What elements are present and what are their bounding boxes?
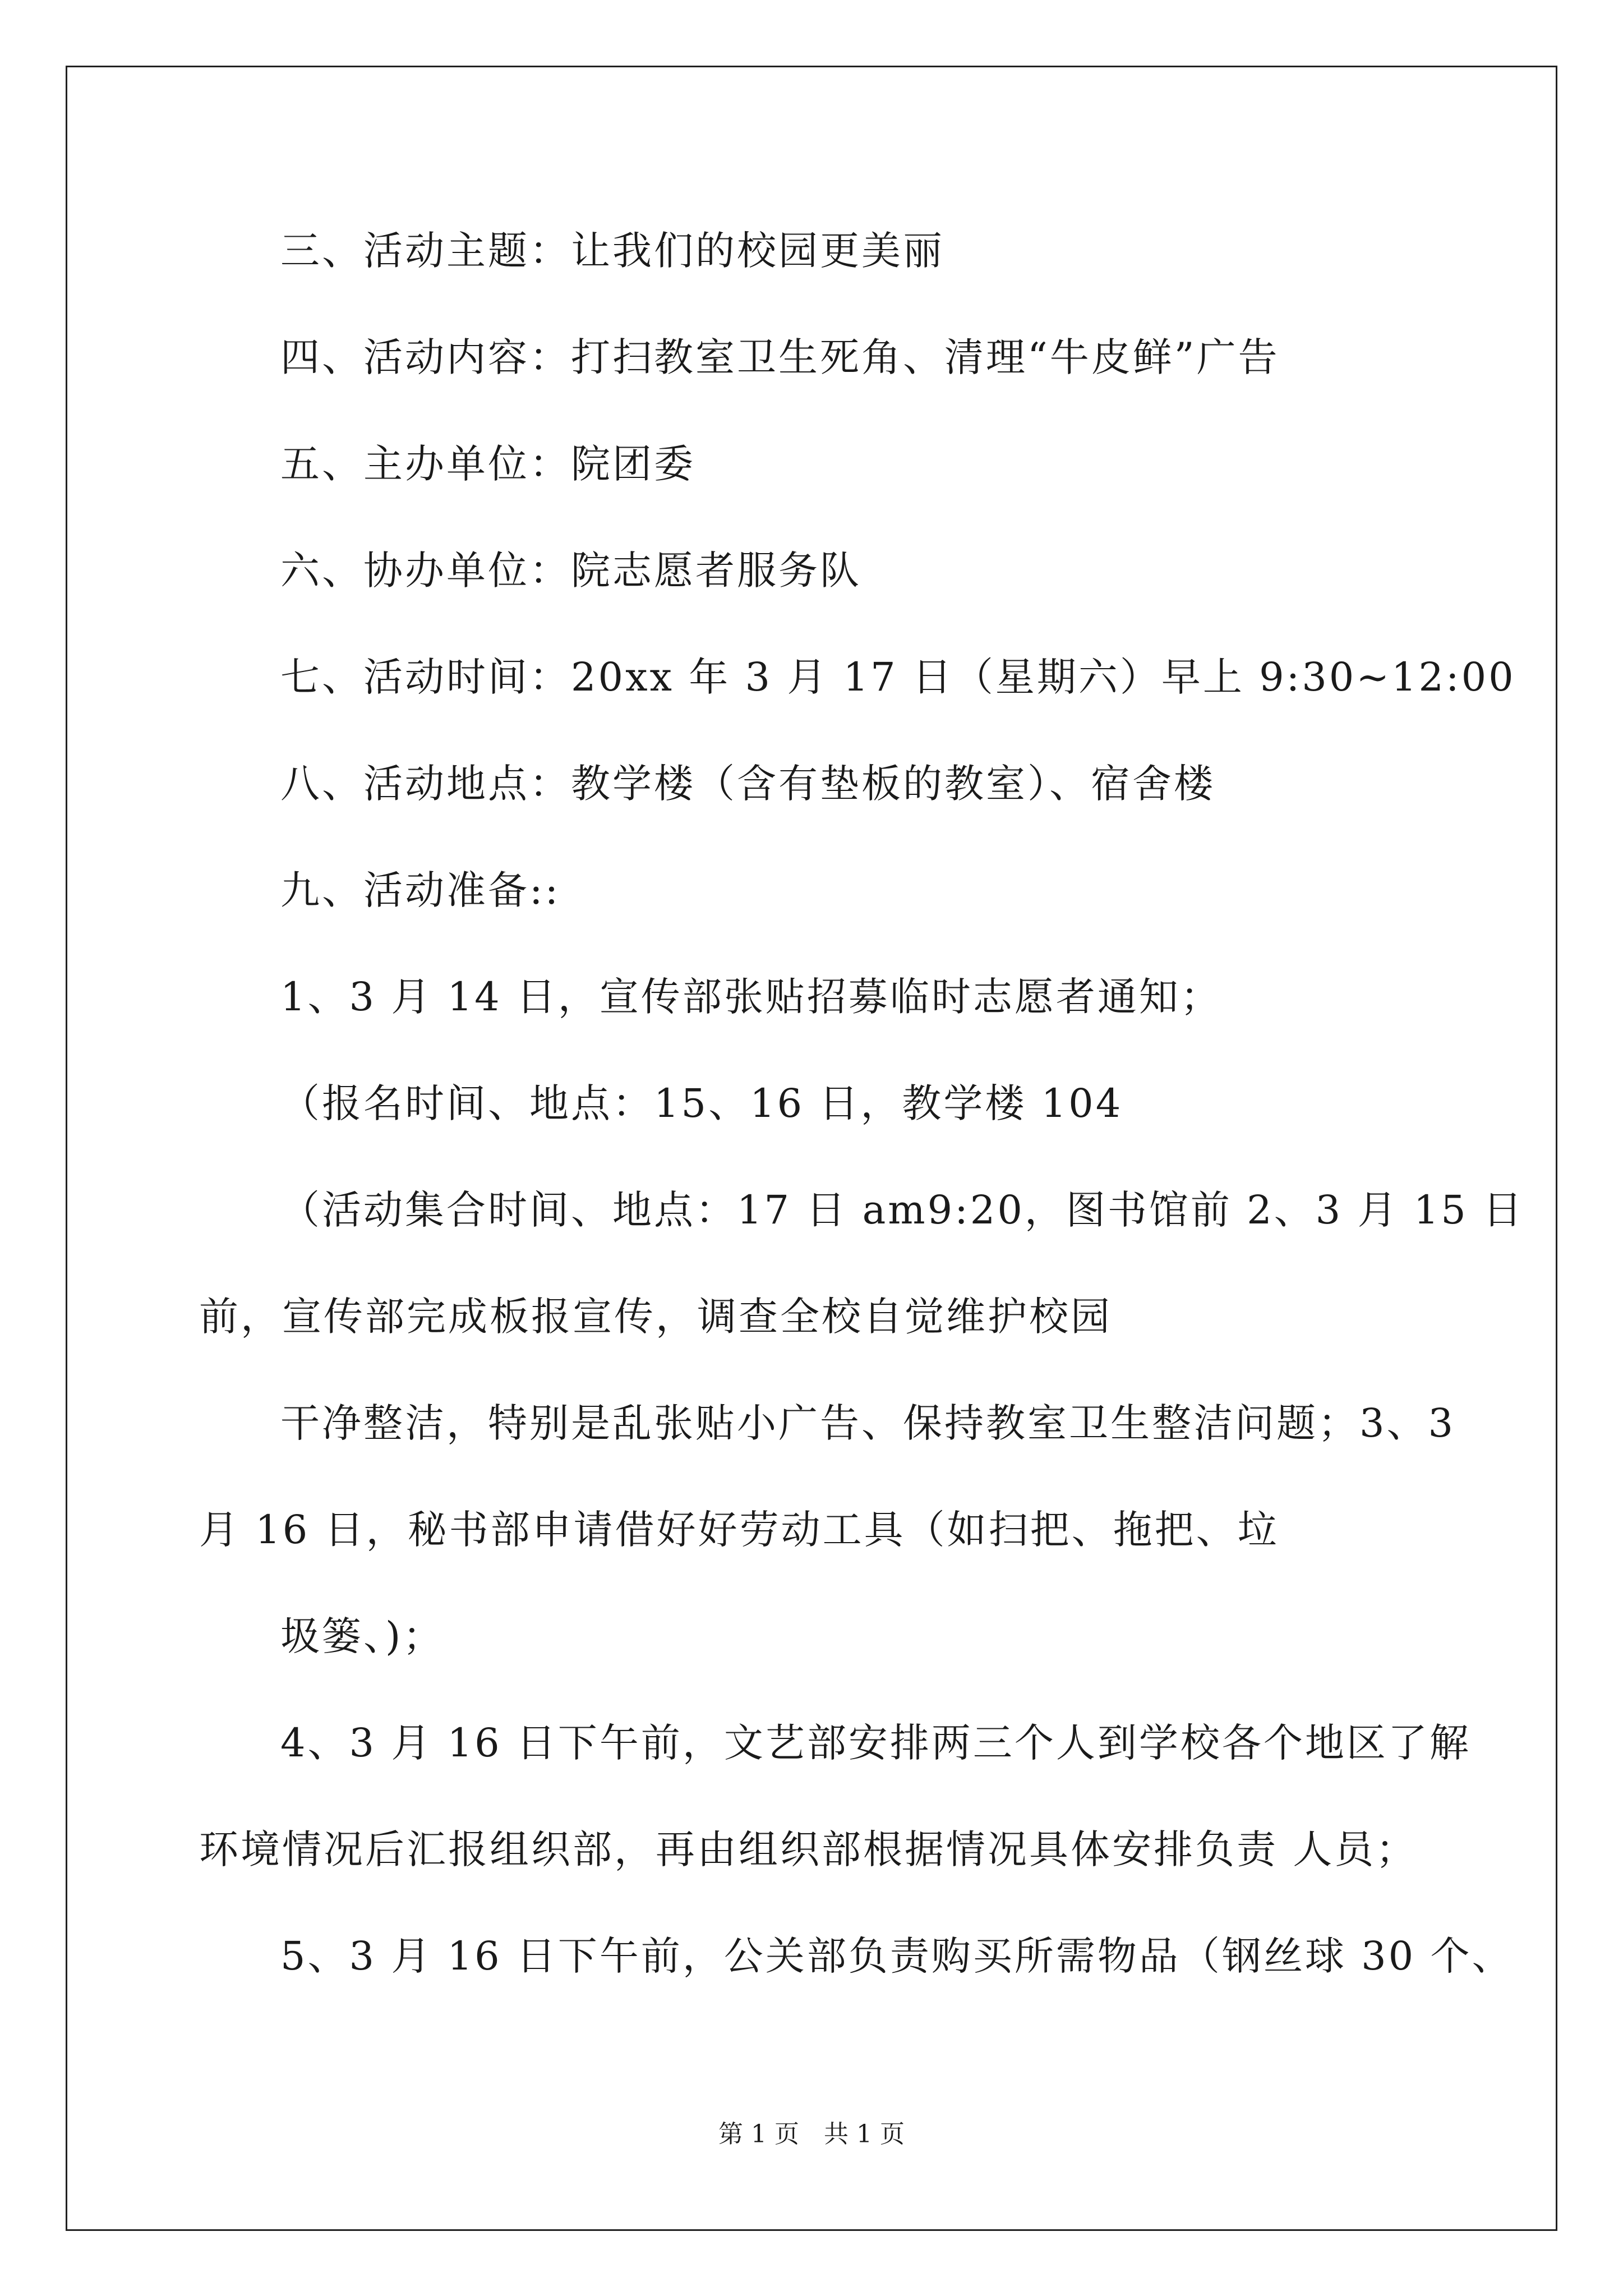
paragraph-continuation: 环境情况后汇报组织部，再由组织部根据情况具体安排负责 人员； (199, 1826, 1418, 1872)
paragraph-continuation: 月 16 日，秘书部申请借好好劳动工具（如扫把、拖把、垃 (199, 1507, 1279, 1553)
section-content: 四、活动内容：打扫教室卫生死角、清理“牛皮鲜”广告 (280, 334, 1280, 380)
section-location: 八、活动地点：教学楼（含有垫板的教室）、宿舍楼 (280, 761, 1215, 807)
prep-registration-note: （报名时间、地点：15、16 日，教学楼 104 (280, 1080, 1123, 1126)
paragraph-text: 干净整洁，特别是乱张贴小广告、保持教室卫生整洁问题；3、3 (280, 1400, 1456, 1446)
prep-item-4: 4、3 月 16 日下午前，文艺部安排两三个人到学校各个地区了解 (280, 1720, 1471, 1766)
page-number-footer: 第 1 页 共 1 页 (718, 2120, 905, 2148)
paragraph-continuation: 前，宣传部完成板报宣传，调查全校自觉维护校园 (199, 1294, 1112, 1340)
section-host: 五、主办单位：院团委 (280, 441, 695, 487)
prep-item-5: 5、3 月 16 日下午前，公关部负责购买所需物品（钢丝球 30 个、 (280, 1933, 1514, 1979)
section-time: 七、活动时间：20xx 年 3 月 17 日（星期六）早上 9:30~12:00 (280, 654, 1516, 700)
section-co-host: 六、协办单位：院志愿者服务队 (280, 547, 861, 593)
section-theme: 三、活动主题：让我们的校园更美丽 (280, 228, 944, 274)
section-preparation: 九、活动准备:: (280, 867, 561, 913)
paragraph-text: 圾篓、)； (280, 1613, 445, 1659)
prep-assembly-note: （活动集合时间、地点：17 日 am9:20，图书馆前 2、3 月 15 日 (280, 1187, 1525, 1233)
prep-item-1: 1、3 月 14 日，宣传部张贴招募临时志愿者通知； (280, 974, 1222, 1020)
page-border (66, 66, 1557, 2231)
